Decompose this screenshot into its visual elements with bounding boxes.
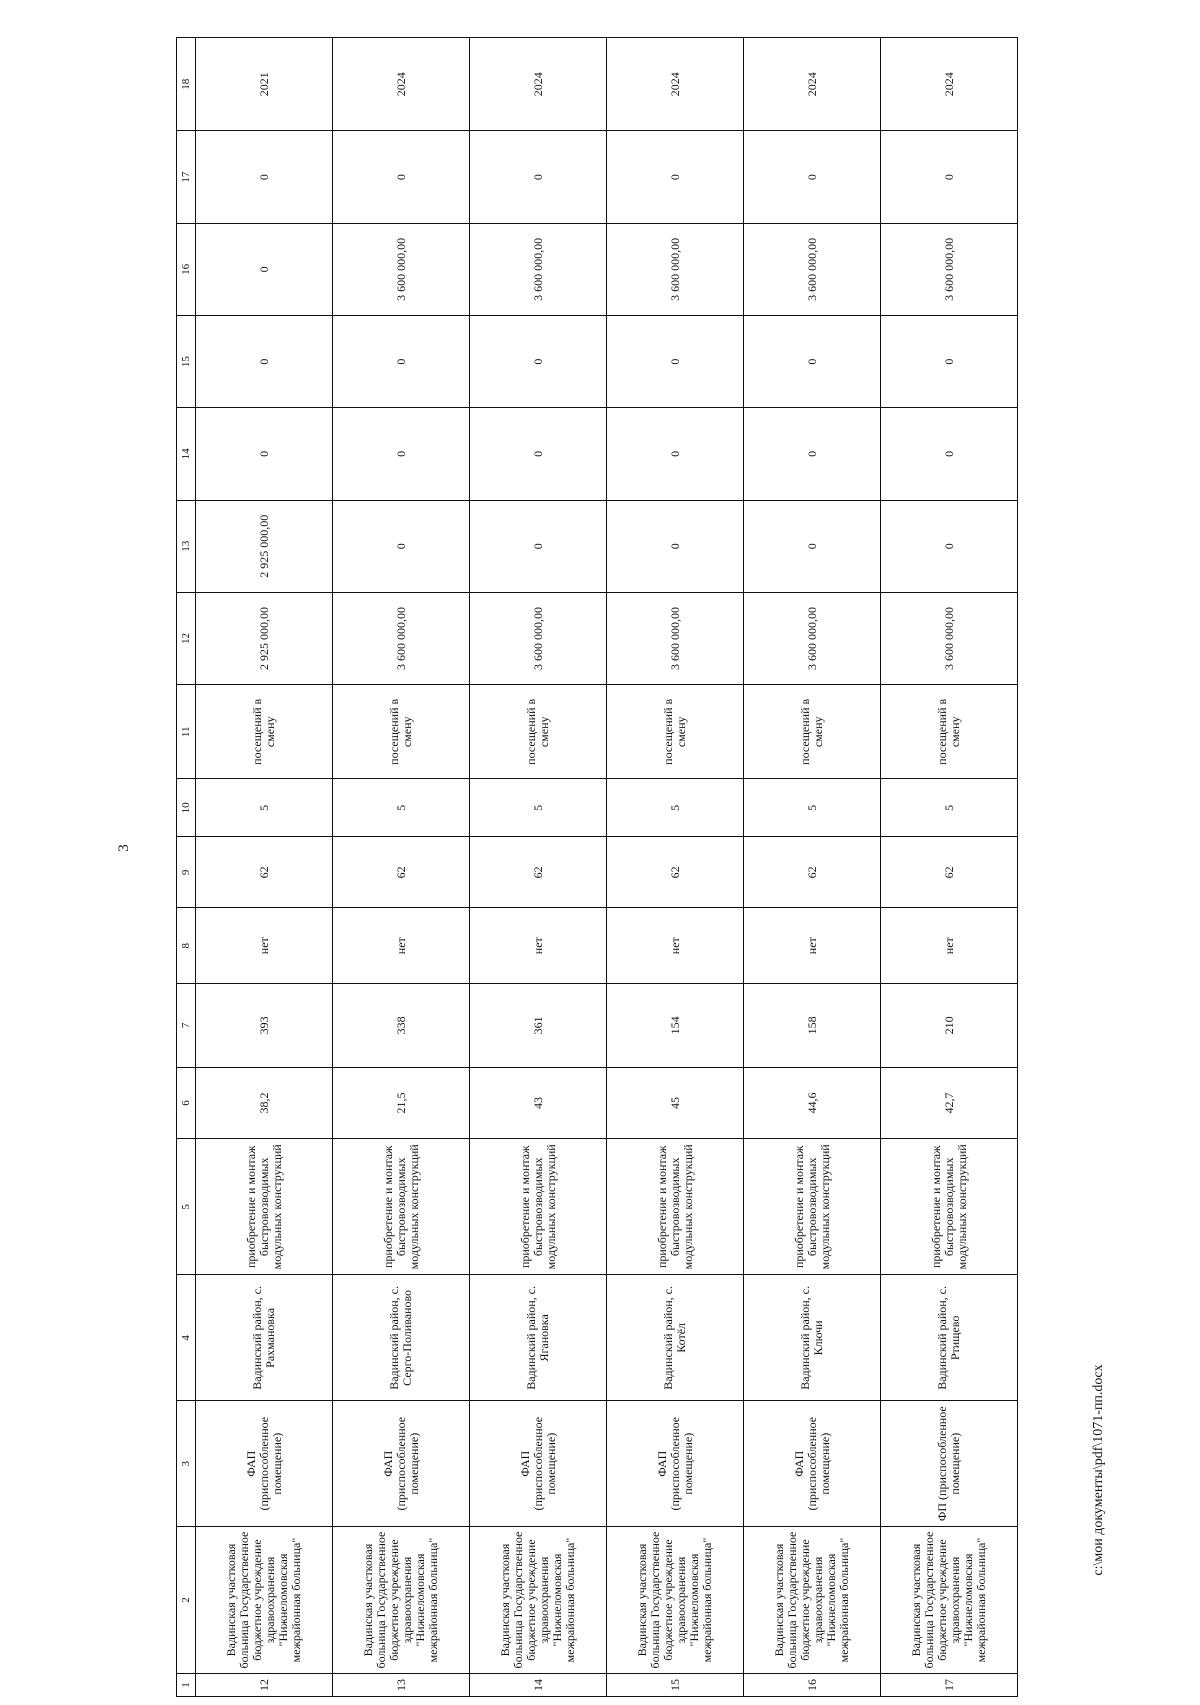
amount-cell: 2 925 000,00 [196,500,333,592]
amount-cell: 0 [470,316,607,408]
table-cell: 5 [196,779,333,837]
unit-cell: посещений в смену [744,685,881,779]
file-path-footer: c:\мои документы\pdf\1071-пп.docx [1091,1364,1106,1576]
amount-cell: 3 600 000,00 [607,223,744,315]
row-number-cell: 16 [744,1673,881,1696]
year-cell: 2024 [333,38,470,131]
facility-type-cell: ФАП (приспособленное помещение) [607,1401,744,1527]
table-cell: 62 [607,837,744,908]
table-cell: 5 [470,779,607,837]
table-cell: 43 [470,1067,607,1138]
table-cell: нет [196,908,333,984]
facility-type-cell: ФАП (приспособленное помещение) [744,1401,881,1527]
table-cell: 62 [744,837,881,908]
work-type-cell: приобретение и монтаж быстровозводимых модульных конструкций [196,1139,333,1275]
amount-cell: 0 [607,131,744,223]
table-cell: 21,5 [333,1067,470,1138]
column-header: 8 [177,908,196,984]
column-number-row [177,38,196,1697]
table-cell: нет [470,908,607,984]
institution-cell: Вадинская участковая больница Государственное бюджетное учреждение здравоохранения "Нижнеломовская межрайонная больница" [881,1527,1018,1674]
amount-cell: 3 600 000,00 [470,592,607,684]
unit-cell: посещений в смену [607,685,744,779]
location-cell: Вадинский район, с. Серго-Поливаново [333,1275,470,1401]
column-header: 14 [177,408,196,500]
work-type-cell: приобретение и монтаж быстровозводимых модульных конструкций [744,1139,881,1275]
amount-cell: 0 [333,316,470,408]
column-header: 7 [177,983,196,1067]
location-cell: Вадинский район, с. Ягановка [470,1275,607,1401]
amount-cell: 0 [196,316,333,408]
amount-cell: 0 [744,408,881,500]
table-row [607,38,744,1697]
row-number-cell: 13 [333,1673,470,1696]
column-header: 9 [177,837,196,908]
row-number-cell: 14 [470,1673,607,1696]
facilities-table [176,37,1018,1697]
amount-cell: 0 [744,500,881,592]
amount-cell: 3 600 000,00 [881,223,1018,315]
amount-cell: 0 [881,316,1018,408]
amount-cell: 3 600 000,00 [881,592,1018,684]
institution-cell: Вадинская участковая больница Государственное бюджетное учреждение здравоохранения "Нижнеломовская межрайонная больница" [470,1527,607,1674]
row-number-cell: 17 [881,1673,1018,1696]
column-header: 5 [177,1139,196,1275]
table-row [196,38,333,1697]
amount-cell: 0 [470,131,607,223]
location-cell: Вадинский район, с. Рахмановка [196,1275,333,1401]
amount-cell: 0 [470,408,607,500]
table-cell: 62 [333,837,470,908]
row-number-cell: 12 [196,1673,333,1696]
table-cell: 38,2 [196,1067,333,1138]
table-row [744,38,881,1697]
table-cell: 5 [881,779,1018,837]
amount-cell: 3 600 000,00 [744,223,881,315]
amount-cell: 0 [333,131,470,223]
amount-cell: 0 [744,316,881,408]
amount-cell: 0 [196,131,333,223]
column-header: 4 [177,1275,196,1401]
column-header: 11 [177,685,196,779]
amount-cell: 0 [881,131,1018,223]
work-type-cell: приобретение и монтаж быстровозводимых модульных конструкций [470,1139,607,1275]
page-number: 3 [116,844,132,852]
year-cell: 2021 [196,38,333,131]
table-cell: 62 [881,837,1018,908]
facility-type-cell: ФАП (приспособленное помещение) [470,1401,607,1527]
amount-cell: 0 [881,408,1018,500]
column-header: 1 [177,1673,196,1696]
column-header: 13 [177,500,196,592]
table-cell: 45 [607,1067,744,1138]
table-row [470,38,607,1697]
year-cell: 2024 [607,38,744,131]
column-header: 2 [177,1527,196,1674]
column-header: 6 [177,1067,196,1138]
table-cell: 210 [881,983,1018,1067]
column-header: 10 [177,779,196,837]
table-cell: 5 [333,779,470,837]
year-cell: 2024 [744,38,881,131]
amount-cell: 3 600 000,00 [607,592,744,684]
amount-cell: 0 [607,408,744,500]
table-cell: 154 [607,983,744,1067]
table-cell: 62 [196,837,333,908]
column-header: 16 [177,223,196,315]
amount-cell: 0 [196,408,333,500]
work-type-cell: приобретение и монтаж быстровозводимых модульных конструкций [881,1139,1018,1275]
unit-cell: посещений в смену [881,685,1018,779]
amount-cell: 0 [607,500,744,592]
location-cell: Вадинский район, с. Ключи [744,1275,881,1401]
unit-cell: посещений в смену [470,685,607,779]
table-cell: 44,6 [744,1067,881,1138]
table-row [333,38,470,1697]
table-cell: 5 [744,779,881,837]
column-header: 17 [177,131,196,223]
facility-type-cell: ФП (приспособленное помещение) [881,1401,1018,1527]
column-header: 18 [177,38,196,131]
table-cell: нет [607,908,744,984]
facility-type-cell: ФАП (приспособленное помещение) [333,1401,470,1527]
institution-cell: Вадинская участковая больница Государственное бюджетное учреждение здравоохранения "Нижнеломовская межрайонная больница" [744,1527,881,1674]
work-type-cell: приобретение и монтаж быстровозводимых модульных конструкций [607,1139,744,1275]
institution-cell: Вадинская участковая больница Государственное бюджетное учреждение здравоохранения "Нижнеломовская межрайонная больница" [196,1527,333,1674]
column-header: 3 [177,1401,196,1527]
unit-cell: посещений в смену [196,685,333,779]
table-cell: 338 [333,983,470,1067]
amount-cell: 3 600 000,00 [333,223,470,315]
amount-cell: 2 925 000,00 [196,592,333,684]
amount-cell: 3 600 000,00 [744,592,881,684]
amount-cell: 0 [333,500,470,592]
table-cell: 158 [744,983,881,1067]
location-cell: Вадинский район, с. Ртищево [881,1275,1018,1401]
amount-cell: 0 [607,316,744,408]
year-cell: 2024 [881,38,1018,131]
amount-cell: 0 [744,131,881,223]
table-cell: нет [333,908,470,984]
amount-cell: 0 [470,500,607,592]
row-number-cell: 15 [607,1673,744,1696]
amount-cell: 0 [196,223,333,315]
work-type-cell: приобретение и монтаж быстровозводимых модульных конструкций [333,1139,470,1275]
year-cell: 2024 [470,38,607,131]
column-header: 12 [177,592,196,684]
facility-type-cell: ФАП (приспособленное помещение) [196,1401,333,1527]
table-cell: 62 [470,837,607,908]
column-header: 15 [177,316,196,408]
table-cell: 5 [607,779,744,837]
amount-cell: 3 600 000,00 [470,223,607,315]
amount-cell: 3 600 000,00 [333,592,470,684]
amount-cell: 0 [333,408,470,500]
location-cell: Вадинский район, с. Котёл [607,1275,744,1401]
table-cell: 42,7 [881,1067,1018,1138]
amount-cell: 0 [881,500,1018,592]
institution-cell: Вадинская участковая больница Государственное бюджетное учреждение здравоохранения "Нижнеломовская межрайонная больница" [607,1527,744,1674]
table-cell: 361 [470,983,607,1067]
table-row [881,38,1018,1697]
rotated-table-wrapper [176,37,1008,1697]
table-cell: нет [744,908,881,984]
table-cell: нет [881,908,1018,984]
institution-cell: Вадинская участковая больница Государственное бюджетное учреждение здравоохранения "Нижнеломовская межрайонная больница" [333,1527,470,1674]
table-cell: 393 [196,983,333,1067]
unit-cell: посещений в смену [333,685,470,779]
